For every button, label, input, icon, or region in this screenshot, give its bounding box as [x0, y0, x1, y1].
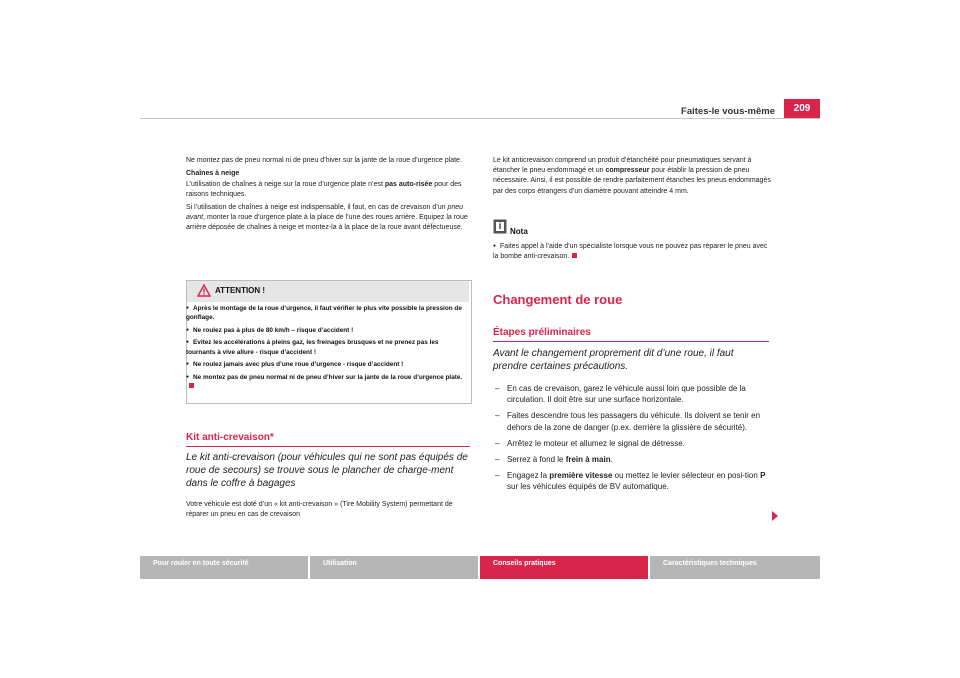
- text-run: Si l’utilisation de chaînes à neige est indispensable, il faut, en cas de crevaison d’un: [186, 203, 448, 211]
- left-text-block: [186, 156, 470, 236]
- step-text: ou mettez le levier sélecteur en posi-tion: [612, 471, 761, 481]
- list-item: [186, 373, 466, 392]
- paragraph: [186, 180, 470, 200]
- list-item: – Serrez à fond le frein à main.: [495, 455, 613, 465]
- paragraph: [186, 203, 470, 234]
- text-run: pour des raisons techniques.: [186, 180, 462, 199]
- tab-pour-rouler[interactable]: [140, 556, 308, 579]
- kit-body: Votre véhicule est doté d’un « kit anti-crevaison » (Tire Mobility System) permettant de réparer un pneu en cas de crevaison: [186, 501, 453, 519]
- end-square-icon: [572, 253, 577, 258]
- tab-label: Conseils pratiques: [493, 560, 556, 567]
- text-run: pour établir la pression de pneu nécessaire. Ainsi, il est possible de rendre parfaitement étanches les pneus endommagés par des corps étrangers d’un diamètre pouvant atteindre 4 mm.: [493, 167, 771, 195]
- attention-title: ATTENTION !: [215, 286, 266, 295]
- step-text: .: [610, 455, 613, 465]
- tab-label: Pour rouler en toute sécurité: [153, 560, 249, 567]
- list-item: ● Ne roulez pas à plus de 80 km/h – risque d’accident !: [186, 326, 466, 335]
- sub-title: Étapes préliminaires: [493, 327, 591, 338]
- nota-text: [493, 241, 771, 262]
- heading-rule: [493, 341, 769, 342]
- list-item: – Engagez la première vitesse ou mettez le levier sélecteur en posi-tion P sur les véhicules équipés de BV automatique.: [495, 471, 766, 492]
- step-text: En cas de crevaison, garez le véhicule aussi loin que possible de la circulation. Il doit être sur une surface horizontale.: [507, 384, 746, 405]
- paragraph: Ne montez pas de pneu normal ni de pneu d’hiver sur la jante de la roue d’urgence plate.: [186, 157, 462, 164]
- list-item: ● Evitez les accélérations à pleins gaz, les freinages brusques et ne prenez pas les tournants à vive allure - risque d’accident !: [186, 338, 466, 357]
- step-text-bold: première vitesse: [549, 471, 613, 481]
- step-text-bold: frein à main: [565, 455, 611, 465]
- list-item: – Arrêtez le moteur et allumez le signal de détresse.: [495, 438, 685, 448]
- next-page-arrow-icon[interactable]: [772, 511, 778, 521]
- text-run-bold: compresseur: [605, 167, 650, 175]
- tab-conseils-pratiques[interactable]: [480, 556, 648, 579]
- step-text: Arrêtez le moteur et allumez le signal de détresse.: [507, 438, 685, 448]
- end-square-icon: [189, 383, 194, 388]
- step-text-bold: P: [760, 471, 766, 481]
- section-title: Changement de roue: [493, 292, 623, 307]
- kit-intro: Le kit anti-crevaison (pour véhicules qui ne sont pas équipés de roue de secours) se trouve sous le plancher de charge-ment dans le coffre à bagages: [186, 452, 468, 489]
- page-header-title: Faites-le vous-même: [681, 106, 775, 117]
- note-icon: [493, 219, 507, 234]
- tab-utilisation[interactable]: [310, 556, 478, 579]
- text-run: L’utilisation de chaînes à neige sur la roue d’urgence plate n’est: [186, 180, 385, 188]
- text-run: Le kit anticrevaison comprend un produit d’étanchéité pour pneumatiques servant à étancher le pneu endommagé et un: [493, 157, 752, 175]
- kit-heading: Kit anti-crevaison*: [186, 432, 274, 443]
- nota-text-run: ● Faites appel à l’aide d’un spécialiste lorsque vous ne pouvez pas réparer le pneu avec la bombe anti-crevaison.: [493, 243, 767, 260]
- tab-label: Utilisation: [323, 560, 357, 567]
- kit-description: [493, 156, 771, 197]
- step-text: Serrez à fond le: [507, 455, 566, 465]
- list-item: ● Après le montage de la roue d’urgence, il faut vérifier le plus vite possible la pression de gonflage.: [186, 304, 466, 323]
- chains-heading: Chaînes à neige: [186, 169, 240, 177]
- step-text: sur les véhicules équipés de BV automatique.: [507, 482, 669, 492]
- section-intro: Avant le changement proprement dit d’une roue, il faut prendre certaines précautions.: [493, 348, 734, 372]
- list-item: ● Ne roulez jamais avec plus d’une roue d’urgence - risque d’accident !: [186, 360, 466, 369]
- text-run: , monter la roue d’urgence plate à la place de l’une des roues arrière. Equipez la roue arrière déposée de chaînes à neige et montez-la à la place de la roue avant défectueuse.: [186, 214, 468, 232]
- heading-rule: [186, 446, 470, 447]
- list-item-text: ● Ne montez pas de pneu normal ni de pneu d’hiver sur la jante de la roue d’urgence plate.: [186, 374, 462, 381]
- text-run-bold: pas auto-risée: [384, 180, 433, 188]
- list-item: – Faites descendre tous les passagers du véhicule. Ils doivent se tenir en dehors de la zone de danger (p.ex. derrière la glissière de sécurité).: [495, 411, 761, 432]
- header-divider: [140, 118, 820, 119]
- page-number: 209: [784, 99, 820, 119]
- tab-caracteristiques[interactable]: [650, 556, 820, 579]
- tab-label: Caractéristiques techniques: [663, 560, 757, 567]
- nota-title: Nota: [510, 227, 528, 236]
- warning-triangle-icon: [197, 284, 211, 297]
- attention-list: [186, 304, 466, 395]
- list-item: – En cas de crevaison, garez le véhicule aussi loin que possible de la circulation. Il doit être sur une surface horizontale.: [495, 384, 746, 405]
- step-text: Faites descendre tous les passagers du véhicule. Ils doivent se tenir en dehors de la zone de danger (p.ex. derrière la glissière de sécurité).: [507, 411, 761, 432]
- step-text: Engagez la: [507, 471, 550, 481]
- text-run-italic: pneu avant: [186, 203, 464, 222]
- steps-list: [493, 383, 775, 498]
